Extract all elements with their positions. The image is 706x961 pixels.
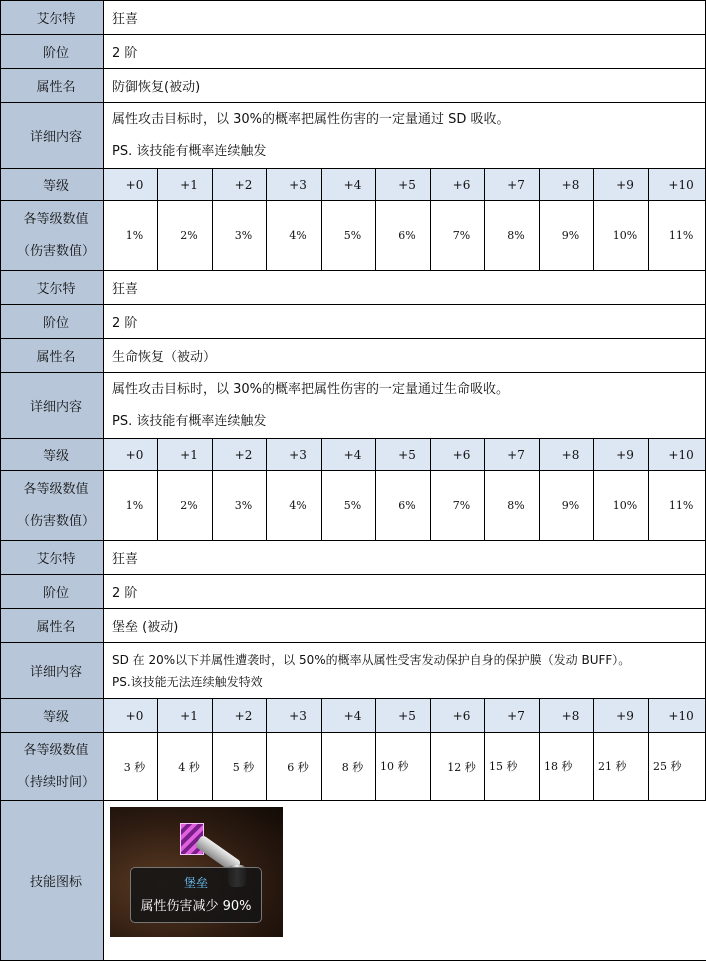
tier-label: 阶位 (1, 575, 104, 609)
value-cell: 21 秒 (594, 733, 649, 801)
details-row (1, 643, 706, 699)
level-cell: +1 (158, 439, 213, 471)
attribute-row (1, 69, 706, 103)
character-label: 艾尔特 (1, 271, 104, 305)
attribute-value: 生命恢复（被动） (104, 339, 706, 373)
value-cell: 5% (322, 471, 376, 541)
level-cell: +5 (376, 699, 431, 733)
level-cell: +10 (649, 699, 706, 733)
level-cell: +9 (594, 169, 649, 201)
tier-row (1, 305, 706, 339)
details-label: 详细内容 (1, 373, 104, 439)
skill-table-1 (0, 0, 706, 271)
value-cell: 5 秒 (213, 733, 267, 801)
value-cell: 9% (540, 201, 594, 271)
value-cell: 3 秒 (104, 733, 158, 801)
tier-value: 2 阶 (104, 575, 706, 609)
tier-row (1, 575, 706, 609)
level-cell: +4 (322, 699, 376, 733)
value-cell: 1% (104, 201, 158, 271)
character-row (1, 271, 706, 305)
value-cell: 3% (213, 471, 267, 541)
skill-table-3 (0, 540, 706, 801)
values-row (1, 471, 706, 541)
value-cell: 6% (376, 471, 431, 541)
value-cell: 6 秒 (267, 733, 322, 801)
level-cell: +4 (322, 169, 376, 201)
attribute-value: 防御恢复(被动) (104, 69, 706, 103)
skill-icon-label: 技能图标 (1, 801, 104, 961)
level-cell: +8 (540, 699, 594, 733)
values-label-line2: （伤害数值） (16, 243, 95, 259)
attribute-value: 堡垒 (被动) (104, 609, 706, 643)
value-cell: 10% (594, 471, 649, 541)
value-cell: 3% (213, 201, 267, 271)
details-value (104, 373, 706, 439)
details-value (104, 643, 706, 699)
level-cell: +2 (213, 169, 267, 201)
level-cell: +2 (213, 439, 267, 471)
level-cell: +8 (540, 169, 594, 201)
character-label: 艾尔特 (1, 541, 104, 575)
value-cell: 2% (158, 471, 213, 541)
value-cell: 25 秒 (649, 733, 706, 801)
character-value: 狂喜 (104, 1, 706, 35)
value-cell: 4% (267, 201, 322, 271)
level-label: 等级 (1, 439, 104, 471)
attribute-label: 属性名 (1, 339, 104, 373)
level-cell: +10 (649, 169, 706, 201)
values-row (1, 733, 706, 801)
level-label: 等级 (1, 169, 104, 201)
value-cell: 4 秒 (158, 733, 213, 801)
character-row (1, 1, 706, 35)
level-cell: +7 (485, 169, 540, 201)
level-cell: +8 (540, 439, 594, 471)
skill-table-2 (0, 270, 706, 541)
level-cell: +0 (104, 699, 158, 733)
values-label-line2: （持续时间） (16, 774, 95, 790)
level-cell: +6 (431, 439, 485, 471)
attribute-row (1, 339, 706, 373)
level-cell: +6 (431, 169, 485, 201)
level-cell: +0 (104, 169, 158, 201)
level-cell: +3 (267, 699, 322, 733)
value-cell: 18 秒 (540, 733, 594, 801)
tier-value: 2 阶 (104, 305, 706, 339)
level-cell: +5 (376, 439, 431, 471)
value-cell: 8% (485, 471, 540, 541)
skill-icon-row (1, 801, 706, 961)
value-cell: 2% (158, 201, 213, 271)
value-cell: 6% (376, 201, 431, 271)
details-label: 详细内容 (1, 103, 104, 169)
values-row (1, 201, 706, 271)
level-cell: +6 (431, 699, 485, 733)
value-cell: 11% (649, 201, 706, 271)
character-value: 狂喜 (104, 271, 706, 305)
value-cell: 5% (322, 201, 376, 271)
level-cell: +1 (158, 699, 213, 733)
skill-icon-image (110, 807, 283, 937)
value-cell: 4% (267, 471, 322, 541)
detail-text: SD 在 20%以下并属性遭袭时，以 50%的概率从属性受害发动保护自身的保护膜（发动 BUFF）。 (112, 652, 631, 667)
level-cell: +10 (649, 439, 706, 471)
value-cell: 7% (431, 471, 485, 541)
value-cell: 15 秒 (485, 733, 540, 801)
values-label-line1: 各等级数值 (23, 742, 89, 758)
level-cell: +7 (485, 439, 540, 471)
level-cell: +0 (104, 439, 158, 471)
tier-label: 阶位 (1, 35, 104, 69)
details-row (1, 103, 706, 169)
values-label (1, 733, 104, 801)
attribute-row (1, 609, 706, 643)
value-cell: 9% (540, 471, 594, 541)
level-row (1, 169, 706, 201)
attribute-label: 属性名 (1, 609, 104, 643)
tier-value: 2 阶 (104, 35, 706, 69)
values-label-line2: （伤害数值） (16, 513, 95, 529)
values-label (1, 471, 104, 541)
attribute-label: 属性名 (1, 69, 104, 103)
value-cell: 10% (594, 201, 649, 271)
level-row (1, 699, 706, 733)
detail-note: PS. 该技能有概率连续触发 (112, 143, 267, 159)
level-cell: +3 (267, 439, 322, 471)
details-value (104, 103, 706, 169)
values-label (1, 201, 104, 271)
tooltip-skill-name: 堡垒 (183, 876, 208, 890)
level-cell: +9 (594, 439, 649, 471)
level-cell: +5 (376, 169, 431, 201)
skill-icon-cell (104, 801, 706, 961)
level-cell: +1 (158, 169, 213, 201)
tooltip-skill-description: 属性伤害减少 90% (140, 899, 252, 914)
detail-note: PS. 该技能有概率连续触发 (112, 413, 267, 429)
value-cell: 12 秒 (431, 733, 485, 801)
tier-row (1, 35, 706, 69)
value-cell: 7% (431, 201, 485, 271)
level-cell: +4 (322, 439, 376, 471)
detail-text: 属性攻击目标时，以 30%的概率把属性伤害的一定量通过生命吸收。 (112, 381, 510, 397)
value-cell: 1% (104, 471, 158, 541)
skill-tooltip (130, 867, 262, 923)
character-value: 狂喜 (104, 541, 706, 575)
level-cell: +7 (485, 699, 540, 733)
detail-note: PS.该技能无法连续触发特效 (112, 674, 263, 689)
value-cell: 11% (649, 471, 706, 541)
character-label: 艾尔特 (1, 1, 104, 35)
level-cell: +2 (213, 699, 267, 733)
value-cell: 8 秒 (322, 733, 376, 801)
level-row (1, 439, 706, 471)
tier-label: 阶位 (1, 305, 104, 339)
details-label: 详细内容 (1, 643, 104, 699)
level-cell: +3 (267, 169, 322, 201)
value-cell: 10 秒 (376, 733, 431, 801)
value-cell: 8% (485, 201, 540, 271)
values-label-line1: 各等级数值 (23, 481, 89, 497)
values-label-line1: 各等级数值 (23, 211, 89, 227)
level-label: 等级 (1, 699, 104, 733)
level-cell: +9 (594, 699, 649, 733)
detail-text: 属性攻击目标时，以 30%的概率把属性伤害的一定量通过 SD 吸收。 (112, 111, 510, 127)
details-row (1, 373, 706, 439)
skill-icon-table (0, 800, 706, 961)
character-row (1, 541, 706, 575)
